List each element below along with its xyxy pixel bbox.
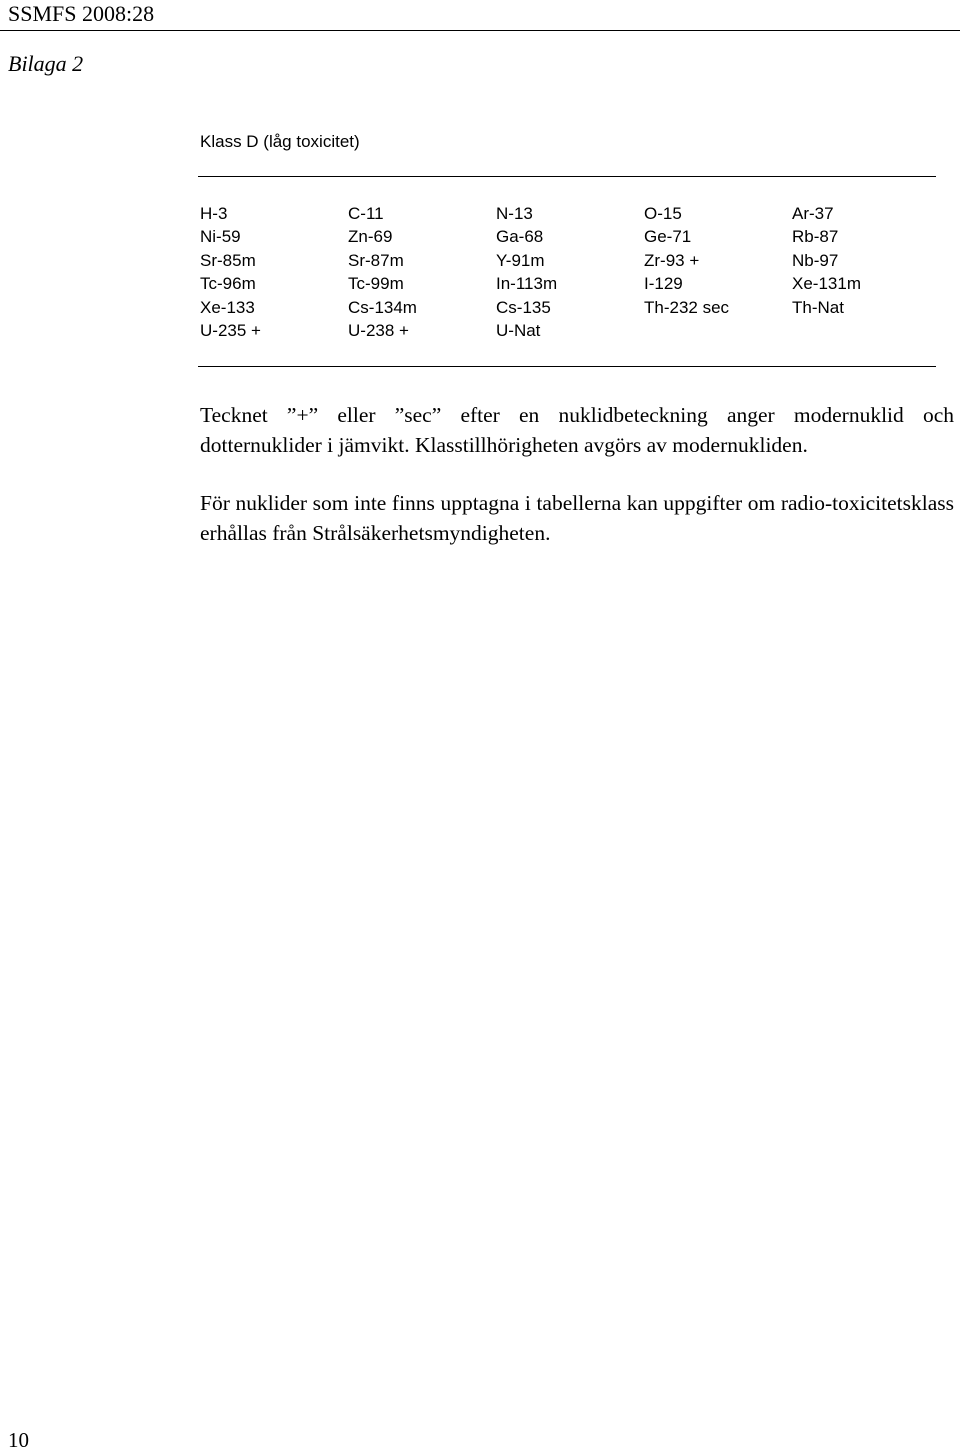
nuclide-cell: Zr-93 + — [644, 250, 700, 270]
unlisted-nuclides-note: För nuklider som inte finns upptagna i tabellerna kan uppgifter om radio-toxicitetsklass erhållas från Strålsäkerhetsmyndigheten. — [200, 491, 954, 545]
nuclide-cell: Ni-59 — [200, 227, 241, 247]
nuclide-cell: C-11 — [348, 204, 384, 223]
nuclide-cell: U-235 + — [200, 321, 261, 341]
nuclide-cell: Y-91m — [496, 250, 545, 270]
page-number: 10 — [8, 1428, 29, 1452]
table-row — [200, 296, 940, 319]
table-row — [200, 202, 940, 225]
nuclide-cell — [792, 319, 940, 342]
nuclide-cell: Cs-134m — [348, 297, 417, 317]
nuclide-cell: U-Nat — [496, 321, 541, 341]
appendix-label: Bilaga 2 — [8, 51, 84, 76]
nuclide-cell: Sr-85m — [200, 250, 256, 270]
nuclide-cell: In-113m — [496, 274, 558, 294]
table-row — [200, 319, 940, 342]
nuclide-cell: Sr-87m — [348, 250, 404, 270]
nuclide-cell: Tc-96m — [200, 274, 256, 294]
nuclide-cell: Nb-97 — [792, 250, 839, 270]
nuclide-cell: N-13 — [496, 204, 533, 223]
nuclide-cell: U-238 + — [348, 321, 409, 341]
nuclide-cell: Ge-71 — [644, 227, 692, 247]
table-row — [200, 249, 940, 272]
class-heading: Klass D (låg toxicitet) — [200, 132, 360, 151]
nuclide-cell: Th-Nat — [792, 297, 844, 317]
nuclide-cell: I-129 — [644, 274, 683, 294]
table-bottom-rule — [198, 366, 936, 367]
equilibrium-note: Tecknet ”+” eller ”sec” efter en nuklidbeteckning anger modernuklid och dotternuklider i jämvikt. Klasstillhörigheten avgörs av modernukliden. — [200, 403, 954, 457]
nuclide-cell: H-3 — [200, 204, 228, 223]
table-row — [200, 272, 940, 295]
nuclide-cell — [644, 319, 792, 342]
nuclide-cell: Ar-37 — [792, 204, 834, 223]
table-row — [200, 225, 940, 248]
nuclide-cell: Xe-133 — [200, 297, 255, 317]
table-top-rule — [198, 176, 936, 177]
nuclide-table — [200, 202, 940, 342]
document-id: SSMFS 2008:28 — [8, 1, 155, 26]
nuclide-cell: Cs-135 — [496, 297, 551, 317]
nuclide-cell: Rb-87 — [792, 227, 839, 247]
nuclide-cell: O-15 — [644, 204, 682, 223]
header-rule — [0, 30, 960, 31]
nuclide-cell: Tc-99m — [348, 274, 404, 294]
nuclide-cell: Xe-131m — [792, 274, 861, 294]
nuclide-cell: Ga-68 — [496, 227, 544, 247]
nuclide-cell: Zn-69 — [348, 227, 393, 247]
nuclide-cell: Th-232 sec — [644, 297, 730, 317]
